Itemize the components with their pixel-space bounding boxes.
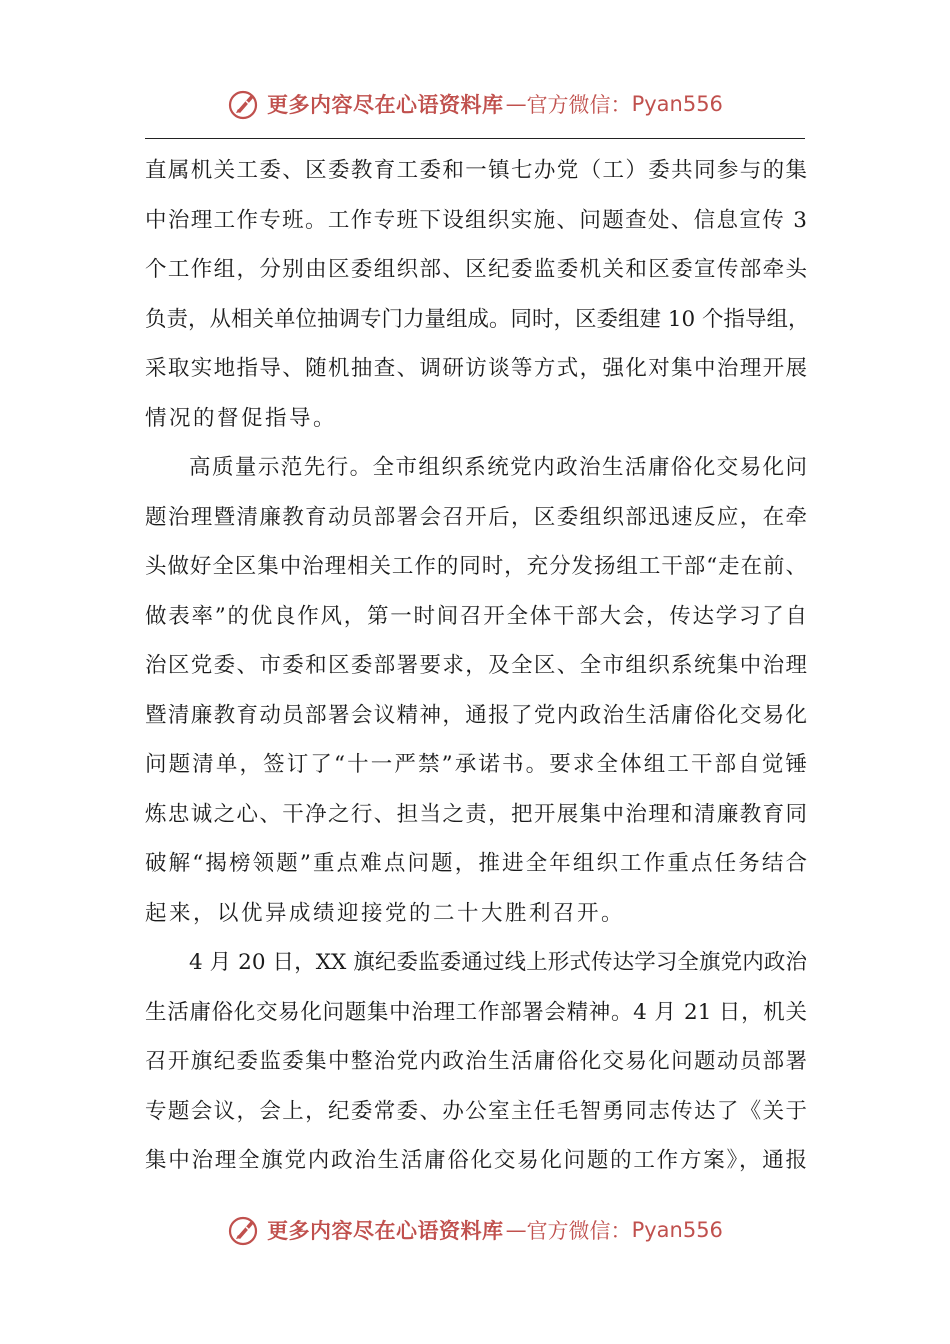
body-line: 专题会议，会上，纪委常委、办公室主任毛智勇同志传达了《关于	[145, 1098, 807, 1124]
body-line: 暨清廉教育动员部署会议精神，通报了党内政治生活庸俗化交易化	[145, 702, 807, 728]
pen-circle-logo-icon	[227, 1213, 261, 1247]
body-line: 个工作组，分别由区委组织部、区纪委监委机关和区委宣传部牵头	[145, 257, 807, 282]
body-line: 召开旗纪委监委集中整治党内政治生活庸俗化交易化问题动员部署	[145, 1049, 807, 1074]
footer-site-text: 更多内容尽在心语资料库	[267, 1219, 504, 1243]
pen-circle-logo-icon	[227, 87, 261, 121]
header-wechat-label: 官方微信：	[526, 93, 632, 117]
body-line: 负责，从相关单位抽调专门力量组成。同时，区委组建 10 个指导组，	[145, 306, 810, 332]
body-line: 情况的督促指导。	[145, 405, 338, 431]
body-line: 起来，以优异成绩迎接党的二十大胜利召开。	[145, 900, 626, 926]
header-separator: —	[505, 92, 525, 116]
body-line: 炼忠诚之心、干净之行、担当之责，把开展集中治理和清廉教育同	[145, 801, 807, 827]
header-divider	[145, 138, 805, 139]
footer-wechat-id: Pyan556	[631, 1218, 723, 1242]
body-line: 高质量示范先行。全市组织系统党内政治生活庸俗化交易化问	[189, 455, 807, 480]
body-line: 生活庸俗化交易化问题集中治理工作部署会精神。4 月 21 日，机关	[145, 999, 807, 1025]
header-wechat-id: Pyan556	[631, 92, 723, 116]
body-line: 做表率”的优良作风，第一时间召开全体干部大会，传达学习了自	[145, 603, 807, 629]
body-line: 采取实地指导、随机抽查、调研访谈等方式，强化对集中治理开展	[145, 356, 807, 381]
document-body	[145, 151, 810, 1191]
header-watermark-banner	[0, 84, 950, 124]
body-line: 集中治理全旗党内政治生活庸俗化交易化问题的工作方案》，通报	[145, 1148, 807, 1173]
footer-watermark-banner	[0, 1210, 950, 1250]
body-line: 破解“揭榜领题”重点难点问题，推进全年组织工作重点任务结合	[145, 851, 807, 876]
body-line: 中治理工作专班。工作专班下设组织实施、问题查处、信息宣传 3	[145, 207, 807, 233]
footer-wechat-label: 官方微信：	[526, 1219, 632, 1243]
footer-separator: —	[505, 1218, 525, 1242]
body-line: 4 月 20 日，XX 旗纪委监委通过线上形式传达学习全旗党内政治	[189, 950, 807, 975]
body-line: 治区党委、市委和区委部署要求，及全区、全市组织系统集中治理	[145, 653, 807, 678]
header-site-text: 更多内容尽在心语资料库	[267, 93, 504, 117]
body-line: 题治理暨清廉教育动员部署会召开后，区委组织部迅速反应，在牵	[145, 504, 807, 530]
body-line: 直属机关工委、区委教育工委和一镇七办党（工）委共同参与的集	[145, 158, 807, 183]
body-line: 头做好全区集中治理相关工作的同时，充分发扬组工干部“走在前、	[145, 554, 807, 579]
body-line: 问题清单，签订了“十一严禁”承诺书。要求全体组工干部自觉锤	[145, 752, 807, 777]
